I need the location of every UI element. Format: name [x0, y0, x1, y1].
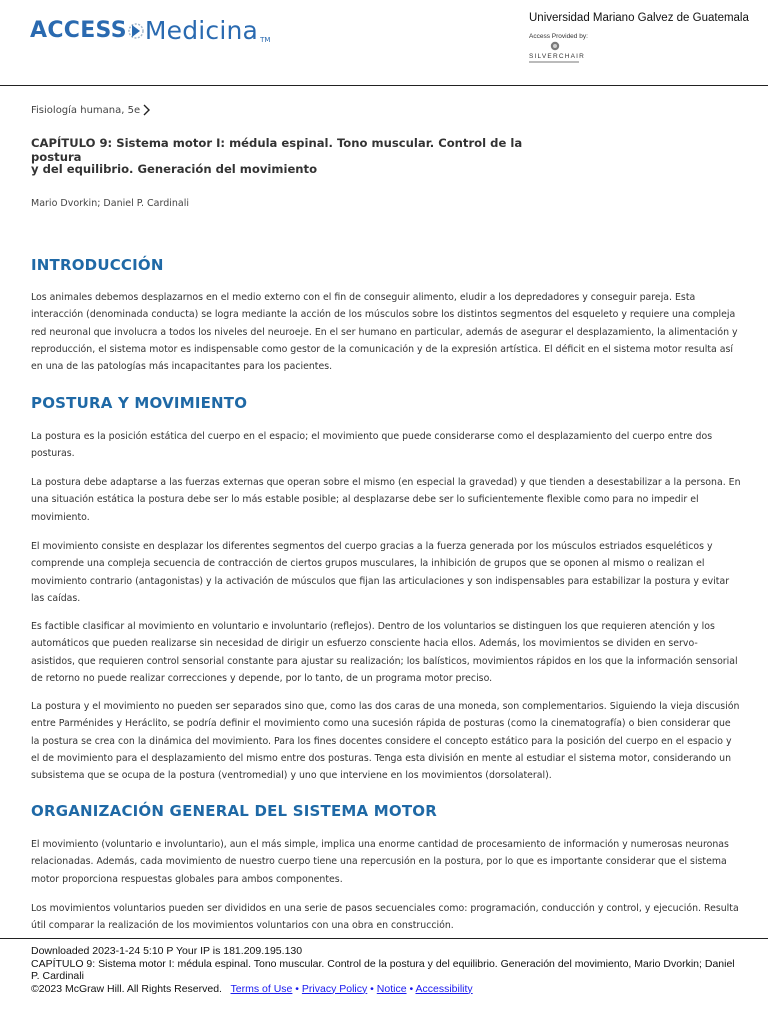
access-provided-label: Access Provided by: [529, 33, 588, 40]
privacy-policy-link[interactable]: Privacy Policy [301, 982, 368, 995]
notice-link[interactable]: Notice [376, 982, 407, 995]
silverchair-logo-icon [549, 41, 561, 51]
chevron-right-icon [142, 104, 150, 116]
logo-arrow-icon [128, 18, 144, 44]
breadcrumb[interactable] [31, 104, 150, 116]
chapter-title-line2: y del equilibrio. Generación del movimiento [31, 162, 318, 176]
paragraph-postura-1: La postura es la posición estática del cuerpo en el espacio; el movimiento que puede considerarse como el desplazamiento del cuerpo entre dos posturas. [31, 431, 713, 460]
chapter-title-line1: CAPÍTULO 9: Sistema motor I: médula espinal. Tono muscular. Control de la postura [31, 136, 523, 164]
logo-medicina-text: Medicina [144, 16, 259, 45]
provider-underline [529, 61, 579, 63]
copyright-text: ©2023 McGraw Hill. All Rights Reserved. [31, 982, 222, 995]
terms-of-use-link[interactable]: Terms of Use [230, 982, 293, 995]
page-footer [0, 938, 768, 995]
page-header [0, 0, 768, 86]
section-heading-postura: POSTURA Y MOVIMIENTO [31, 394, 248, 412]
paragraph-postura-5: La postura y el movimiento no pueden ser separados sino que, como las dos caras de una moneda, son complementarios. Siguiendo la vieja discusión entre Parménides y Heráclito, se podría definir el movimiento como una sucesión rápida de posturas (como la cinematografía) o bien considerar que la postura se crea con la dinámica del movimiento. Para los fines docentes considere el concepto estático para la posición del cuerpo en el espacio y el de movimiento para el desplazamiento del mismo entre dos posturas. Tenga esta división en mente al estudiar el sistema motor, considerando un subsistema que se ocupa de la postura (ventromedial) y uno que interviene en los movimientos (dorsolateral). [31, 701, 740, 782]
section-heading-organizacion: ORGANIZACIÓN GENERAL DEL SISTEMA MOTOR [31, 802, 437, 820]
paragraph-postura-4: Es factible clasificar al movimiento en voluntario e involuntario (reflejos). Dentro de los voluntarios se distinguen los que requieren atención y los automáticos que pueden realizarse sin necesidad de dirigir un esfuerzo consciente hacia ellos. Además, los movimientos se dividen en servo-asistidos, que requieren control sensorial constante para ajustar su realización; los balísticos, movimientos rápidos en los que la información sensorial de retorno no puede realizar correcciones y depende, por lo tanto, de un programa motor preciso. [31, 621, 738, 684]
footer-citation: CAPÍTULO 9: Sistema motor I: médula espinal. Tono muscular. Control de la postura y del equilibrio. Generación del movimiento, Mario Dvorkin; Daniel P. Cardinali [31, 957, 735, 982]
link-separator: • [367, 982, 377, 995]
section-heading-introduccion: INTRODUCCIÓN [31, 256, 164, 274]
logo-trademark: TM [260, 35, 271, 44]
paragraph-intro-1: Los animales debemos desplazarnos en el medio externo con el fin de conseguir alimento, eludir a los depredadores y conseguir pareja. Esta interacción (denominada conducta) se logra mediante la acción de los músculos sobre los distintos segmentos del esqueleto y requiere una compleja red neuronal que involucra a todos los niveles del neuroeje. En el ser humano en particular, además de asegurar el desplazamiento, la alimentación y reproducción, el sistema motor es indispensable como gestor de la comunicación y de la expresión artística. El déficit en el sistema motor resulta así en una de las patologías más incapacitantes para los pacientes. [31, 292, 738, 373]
link-separator: • [292, 982, 302, 995]
paragraph-postura-3: El movimiento consiste en desplazar los diferentes segmentos del cuerpo gracias a la fuerza generada por los músculos estriados esqueléticos y comprende una compleja secuencia de contracción de ciertos grupos musculares, la inhibición de grupos que se oponen al mismo o realizan el movimiento contrario (antagonistas) y la activación de músculos que fijan las articulaciones y son indispensables para estabilizar la postura y evitar las caídas. [31, 541, 730, 604]
download-info: Downloaded 2023-1-24 5:10 P Your IP is 181.209.195.130 [31, 945, 303, 957]
link-separator: • [406, 982, 416, 995]
provider-name: SILVERCHAIR [529, 53, 586, 60]
breadcrumb-book[interactable]: Fisiología humana, 5e [31, 104, 141, 116]
chapter-authors: Mario Dvorkin; Daniel P. Cardinali [31, 198, 190, 209]
paragraph-postura-2: La postura debe adaptarse a las fuerzas externas que operan sobre el mismo (en especial la gravedad) y que tienden a desestabilizar a la persona. En una situación estática la postura debe ser lo más estable posible; al desplazarse debe ser lo suficientemente flexible como para no impedir el movimiento. [31, 477, 741, 523]
accessmedicina-logo[interactable] [30, 16, 270, 45]
logo-access-text: ACCESS [30, 18, 127, 43]
accessibility-link[interactable]: Accessibility [415, 982, 473, 995]
paragraph-org-1: El movimiento (voluntario e involuntario), aun el más simple, implica una enorme cantidad de procesamiento de información y numerosas neuronas relacionadas. Además, cada movimiento de nuestro cuerpo tiene una repercusión en la postura, por lo que es importante considerar que el sistema motor proporciona respuestas globales para ambos componentes. [31, 839, 729, 885]
paragraph-org-2: Los movimientos voluntarios pueden ser divididos en una serie de pasos secuenciales como: programación, conducción y control, y ejecución. Resulta útil comparar la realización de los movimientos voluntarios con una obra en construcción. [31, 903, 739, 932]
institution-name: Universidad Mariano Galvez de Guatemala [529, 12, 749, 24]
footer-legal-row [31, 983, 737, 996]
